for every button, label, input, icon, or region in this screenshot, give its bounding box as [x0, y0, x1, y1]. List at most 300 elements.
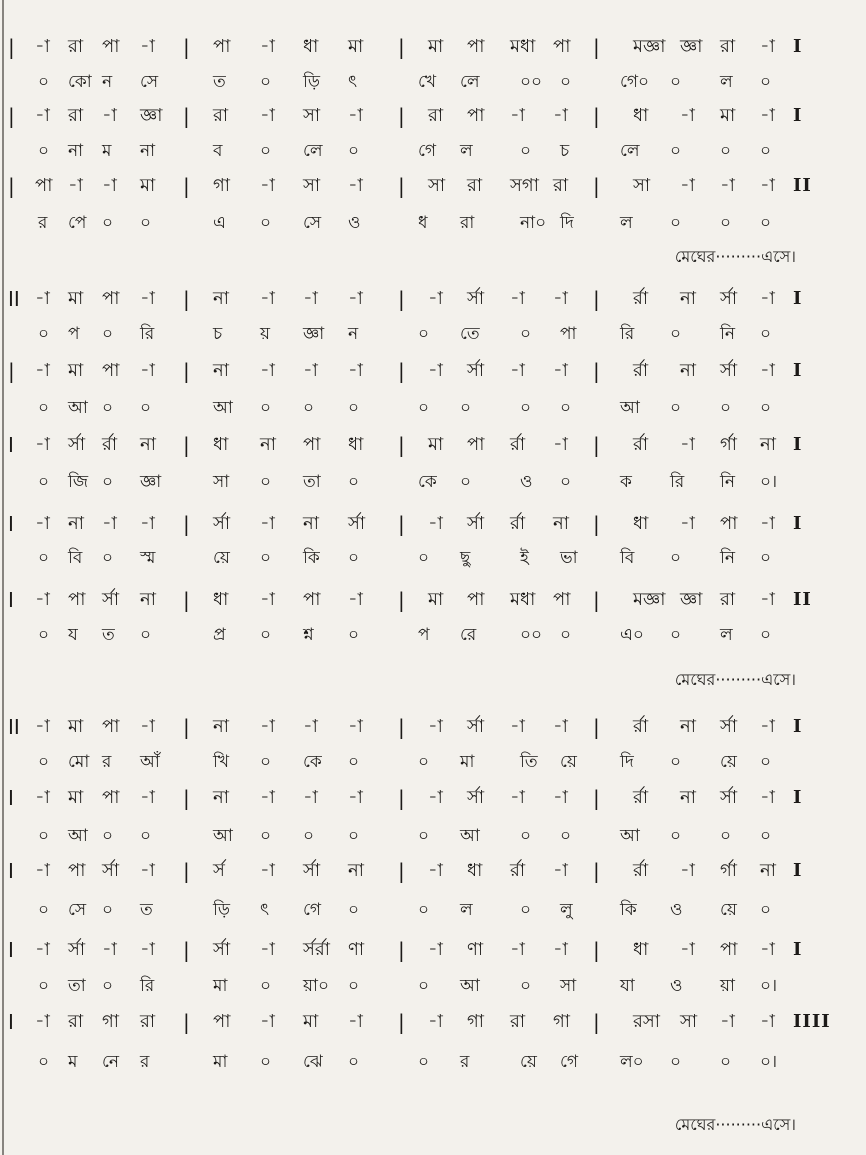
swara-note: ধা	[303, 36, 319, 57]
lyric-syllable: র	[140, 1052, 150, 1072]
swara-note: ধা	[213, 589, 229, 610]
swara-row	[0, 585, 866, 615]
lyric-row	[0, 620, 866, 650]
swara-note: -া	[428, 860, 443, 881]
lyric-syllable: ল	[620, 213, 633, 233]
swara-note: রা	[68, 36, 84, 57]
lyric-syllable: ল০	[620, 1052, 644, 1072]
lyric-row	[0, 208, 866, 238]
lyric-syllable: ০	[760, 398, 772, 418]
swara-note: মধা	[510, 589, 536, 610]
bar-line: II	[8, 287, 20, 311]
lyric-syllable: নি	[720, 324, 736, 344]
swara-note: ধা	[633, 105, 649, 126]
lyric-syllable: ০	[418, 398, 430, 418]
lyric-syllable: গে	[418, 141, 437, 161]
swara-note: -া	[760, 716, 775, 737]
lyric-syllable: দি	[560, 213, 574, 233]
bar-line: I	[793, 360, 803, 381]
swara-note: -া	[35, 939, 50, 960]
swara-note: -া	[140, 360, 155, 381]
swara-note: -া	[348, 716, 363, 737]
swara-note: -া	[760, 939, 775, 960]
swara-note: র্সা	[720, 288, 738, 309]
lyric-syllable: ০	[38, 548, 50, 568]
swara-note: না	[680, 288, 696, 309]
lyric-syllable: রি	[140, 976, 155, 996]
swara-note: রা	[720, 36, 736, 57]
swara-note: -া	[428, 288, 443, 309]
lyric-syllable: ০	[418, 976, 430, 996]
lyric-syllable: ম	[102, 141, 112, 161]
swara-note: পা	[720, 513, 738, 534]
swara-note: পা	[467, 434, 485, 455]
swara-note: -া	[102, 175, 117, 196]
bar-line: |	[398, 512, 405, 536]
swara-note: -া	[428, 716, 443, 737]
swara-note: -া	[348, 175, 363, 196]
swara-note: -া	[720, 1011, 735, 1032]
lyric-syllable: ০	[102, 976, 114, 996]
lyric-syllable: ০	[348, 141, 360, 161]
swara-note: -া	[510, 288, 525, 309]
bar-line: I	[793, 513, 803, 534]
lyric-syllable: ০	[560, 398, 572, 418]
lyric-syllable: আঁ	[140, 752, 160, 772]
swara-note: -া	[760, 105, 775, 126]
swara-note: -া	[553, 939, 568, 960]
lyric-syllable: ও	[520, 472, 533, 492]
bar-line: I	[8, 433, 14, 457]
swara-note: -া	[553, 716, 568, 737]
swara-note: না	[68, 513, 84, 534]
refrain-marker: মেঘের·········এসে।	[674, 1115, 796, 1134]
swara-note: -া	[260, 787, 275, 808]
bar-line: |	[183, 588, 190, 612]
lyric-syllable: ০	[760, 324, 772, 344]
bar-line: |	[593, 35, 600, 59]
swara-note: -া	[260, 860, 275, 881]
lyric-syllable: বি	[620, 548, 635, 568]
lyric-syllable: রি	[670, 472, 685, 492]
swara-row	[0, 935, 866, 965]
swara-note: না	[680, 360, 696, 381]
swara-note: ধা	[633, 939, 649, 960]
lyric-syllable: ০	[418, 1052, 430, 1072]
lyric-syllable: ০	[38, 141, 50, 161]
lyric-syllable: ০	[670, 398, 682, 418]
bar-line: I	[8, 786, 14, 810]
swara-note: মধা	[510, 36, 536, 57]
lyric-syllable: তা	[68, 976, 86, 996]
swara-note: -া	[680, 939, 695, 960]
lyric-syllable: ০	[348, 548, 360, 568]
bar-line: I	[793, 787, 803, 808]
swara-note: র্সা	[467, 360, 485, 381]
lyric-syllable: ০।	[760, 1052, 778, 1072]
lyric-syllable: ০	[670, 752, 682, 772]
lyric-syllable: এ০	[620, 625, 644, 645]
swara-note: -া	[260, 1011, 275, 1032]
swara-note: ধা	[633, 513, 649, 534]
lyric-syllable: ০	[38, 625, 50, 645]
swara-note: র্সা	[303, 860, 321, 881]
lyric-syllable: সা	[213, 472, 230, 492]
bar-line: |	[398, 104, 405, 128]
swara-note: র্রা	[633, 288, 649, 309]
lyric-syllable: ০	[38, 752, 50, 772]
swara-note: ধা	[467, 860, 483, 881]
swara-note: -া	[760, 36, 775, 57]
lyric-syllable: ০	[520, 324, 532, 344]
lyric-syllable: ০	[348, 1052, 360, 1072]
swara-note: -া	[553, 787, 568, 808]
lyric-syllable: ল	[720, 72, 733, 92]
lyric-syllable: লে	[460, 72, 480, 92]
lyric-syllable: এ	[213, 213, 226, 233]
lyric-syllable: ০	[38, 324, 50, 344]
swara-note: -া	[680, 434, 695, 455]
lyric-syllable: দি	[620, 752, 634, 772]
lyric-syllable: য়ে	[720, 752, 737, 772]
bar-line: I	[8, 512, 14, 536]
swara-note: -া	[760, 360, 775, 381]
lyric-syllable: ০	[760, 900, 772, 920]
swara-note: পা	[213, 36, 231, 57]
lyric-syllable: য়	[260, 324, 271, 344]
lyric-syllable: র	[102, 752, 112, 772]
swara-note: রা	[428, 105, 444, 126]
lyric-syllable: যা	[620, 976, 635, 996]
bar-line: |	[183, 359, 190, 383]
swara-note: -া	[348, 288, 363, 309]
lyric-syllable: ত	[140, 900, 153, 920]
swara-note: -া	[303, 787, 318, 808]
lyric-row	[0, 319, 866, 349]
bar-line: |	[183, 786, 190, 810]
bar-line: |	[183, 859, 190, 883]
bar-line: |	[398, 359, 405, 383]
swara-note: র্সা	[213, 939, 231, 960]
swara-note: রা	[553, 175, 569, 196]
lyric-syllable: ০	[102, 472, 114, 492]
lyric-syllable: ল	[720, 625, 733, 645]
lyric-syllable: ০	[140, 398, 152, 418]
lyric-syllable: রে	[460, 625, 477, 645]
swara-note: -া	[760, 787, 775, 808]
lyric-syllable: ক	[620, 472, 632, 492]
lyric-syllable: ই	[520, 548, 529, 568]
swara-note: মা	[428, 434, 444, 455]
bar-line: I	[793, 939, 803, 960]
lyric-syllable: ০	[418, 324, 430, 344]
lyric-syllable: নি	[720, 472, 736, 492]
bar-line: |	[398, 786, 405, 810]
lyric-syllable: ০	[260, 141, 272, 161]
swara-note: জ্ঞা	[680, 36, 703, 57]
bar-line: |	[183, 938, 190, 962]
swara-row	[0, 284, 866, 314]
swara-note: র্সা	[102, 860, 120, 881]
swara-note: র্সর্রা	[303, 939, 331, 960]
lyric-syllable: য়ে	[520, 1052, 537, 1072]
bar-line: |	[593, 1010, 600, 1034]
swara-note: মা	[68, 360, 84, 381]
bar-line: |	[593, 938, 600, 962]
lyric-syllable: ০	[520, 826, 532, 846]
lyric-row	[0, 971, 866, 1001]
lyric-syllable: র	[460, 1052, 470, 1072]
bar-line: |	[593, 174, 600, 198]
swara-note: -া	[35, 860, 50, 881]
swara-note: -া	[348, 589, 363, 610]
swara-note: -া	[428, 513, 443, 534]
lyric-syllable: ড়ি	[213, 900, 231, 920]
swara-note: না	[680, 787, 696, 808]
bar-line: I	[8, 938, 14, 962]
lyric-syllable: ০	[760, 752, 772, 772]
bar-line: |	[8, 359, 15, 383]
lyric-syllable: আ	[68, 398, 88, 418]
lyric-syllable: ০	[418, 752, 430, 772]
lyric-syllable: ০	[102, 324, 114, 344]
swara-note: -া	[428, 939, 443, 960]
swara-note: -া	[510, 360, 525, 381]
swara-note: -া	[428, 787, 443, 808]
bar-line: |	[183, 715, 190, 739]
swara-row	[0, 712, 866, 742]
swara-note: না	[303, 513, 319, 534]
lyric-syllable: আ	[213, 826, 233, 846]
swara-note: রসা	[633, 1011, 661, 1032]
swara-note: না	[213, 787, 229, 808]
lyric-syllable: য়ে	[560, 752, 577, 772]
bar-line: |	[183, 287, 190, 311]
bar-line: I	[793, 716, 803, 737]
lyric-syllable: বি	[68, 548, 83, 568]
bar-line: |	[593, 287, 600, 311]
swara-note: র্স	[213, 860, 225, 881]
lyric-syllable: ড়ি	[303, 72, 321, 92]
lyric-syllable: ত	[102, 625, 115, 645]
lyric-syllable: ০	[348, 752, 360, 772]
swara-note: গা	[102, 1011, 120, 1032]
swara-note: -া	[303, 360, 318, 381]
lyric-syllable: জ্ঞা	[140, 472, 162, 492]
swara-note: -া	[553, 105, 568, 126]
bar-line: |	[183, 1010, 190, 1034]
lyric-syllable: ০	[760, 548, 772, 568]
swara-note: পা	[303, 589, 321, 610]
bar-line: I	[793, 105, 803, 126]
swara-note: ধা	[348, 434, 364, 455]
swara-note: -া	[140, 860, 155, 881]
swara-note: সা	[680, 1011, 698, 1032]
lyric-syllable: কে	[303, 752, 322, 772]
swara-note: র্সা	[467, 787, 485, 808]
lyric-syllable: ও	[670, 976, 683, 996]
swara-note: -া	[680, 175, 695, 196]
swara-row	[0, 783, 866, 813]
swara-note: র্সা	[467, 288, 485, 309]
swara-note: -া	[260, 175, 275, 196]
swara-note: -া	[303, 716, 318, 737]
swara-note: -া	[348, 1011, 363, 1032]
swara-note: -া	[260, 513, 275, 534]
lyric-syllable: লু	[560, 900, 573, 920]
swara-note: মা	[428, 589, 444, 610]
lyric-syllable: গে০	[620, 72, 650, 92]
swara-note: পা	[213, 1011, 231, 1032]
swara-note: র্রা	[510, 434, 526, 455]
lyric-syllable: য	[68, 625, 78, 645]
swara-note: র্সা	[467, 513, 485, 534]
lyric-syllable: পে	[68, 213, 87, 233]
refrain-marker: মেঘের·········এসে।	[674, 670, 796, 689]
lyric-syllable: মা	[213, 976, 228, 996]
swara-note: পা	[467, 589, 485, 610]
bar-line: |	[398, 1010, 405, 1034]
lyric-syllable: ০০	[520, 72, 543, 92]
bar-line: |	[398, 938, 405, 962]
bar-line: |	[593, 512, 600, 536]
bar-line: |	[593, 433, 600, 457]
swara-note: -া	[260, 716, 275, 737]
swara-note: -া	[680, 513, 695, 534]
swara-note: -া	[760, 1011, 775, 1032]
swara-note: জ্ঞা	[680, 589, 703, 610]
lyric-syllable: ০	[670, 625, 682, 645]
swara-note: না	[260, 434, 276, 455]
lyric-syllable: তি	[520, 752, 538, 772]
lyric-syllable: ০	[260, 826, 272, 846]
swara-note: সা	[633, 175, 651, 196]
swara-note: রা	[68, 105, 84, 126]
lyric-row	[0, 821, 866, 851]
lyric-row	[0, 895, 866, 925]
lyric-syllable: ০	[260, 72, 272, 92]
swara-note: -া	[102, 105, 117, 126]
swara-note: না	[140, 589, 156, 610]
swara-note: না	[680, 716, 696, 737]
lyric-syllable: ০	[38, 826, 50, 846]
swara-note: -া	[68, 175, 83, 196]
bar-line: |	[593, 715, 600, 739]
lyric-syllable: ০	[670, 324, 682, 344]
lyric-row	[0, 467, 866, 497]
lyric-syllable: র	[38, 213, 48, 233]
lyric-syllable: ০।	[760, 472, 778, 492]
swara-note: র্রা	[510, 860, 526, 881]
lyric-syllable: নে	[102, 1052, 120, 1072]
lyric-syllable: ন	[348, 324, 359, 344]
lyric-syllable: ০	[260, 752, 272, 772]
lyric-syllable: ০	[670, 1052, 682, 1072]
lyric-syllable: ০	[303, 398, 315, 418]
swara-note: মা	[428, 36, 444, 57]
swara-note: -া	[140, 939, 155, 960]
lyric-syllable: ০	[38, 976, 50, 996]
swara-note: র্সা	[213, 513, 231, 534]
swara-note: -া	[260, 288, 275, 309]
swara-note: -া	[720, 175, 735, 196]
lyric-row	[0, 543, 866, 573]
lyric-syllable: না	[140, 141, 156, 161]
swara-note: -া	[553, 860, 568, 881]
swara-note: র্রা	[510, 513, 526, 534]
swara-note: না	[760, 434, 776, 455]
swara-note: -া	[35, 787, 50, 808]
bar-line: I	[793, 288, 803, 309]
lyric-syllable: ০	[38, 472, 50, 492]
lyric-syllable: ও	[348, 213, 361, 233]
lyric-syllable: ০	[140, 213, 152, 233]
lyric-syllable: ০	[520, 141, 532, 161]
swara-note: পা	[553, 36, 571, 57]
lyric-syllable: আ	[213, 398, 233, 418]
lyric-syllable: কে	[418, 472, 437, 492]
swara-note: না	[553, 513, 569, 534]
bar-line: |	[398, 588, 405, 612]
swara-note: রা	[140, 1011, 156, 1032]
lyric-syllable: লে	[620, 141, 640, 161]
bar-line: |	[593, 104, 600, 128]
lyric-syllable: ০	[38, 900, 50, 920]
lyric-syllable: য়ে	[213, 548, 230, 568]
bar-line: |	[183, 35, 190, 59]
lyric-syllable: আ	[620, 398, 640, 418]
swara-note: -া	[348, 360, 363, 381]
swara-note: -া	[35, 1011, 50, 1032]
lyric-row	[0, 136, 866, 166]
lyric-syllable: ০	[348, 625, 360, 645]
lyric-syllable: ০	[560, 625, 572, 645]
lyric-syllable: ০	[720, 141, 732, 161]
lyric-syllable: ভা	[560, 548, 578, 568]
lyric-syllable: য়া০	[303, 976, 329, 996]
lyric-syllable: কি	[303, 548, 320, 568]
swara-note: -া	[35, 716, 50, 737]
swara-note: সা	[428, 175, 446, 196]
bar-line: |	[183, 433, 190, 457]
lyric-syllable: ও	[670, 900, 683, 920]
lyric-syllable: ০	[460, 472, 472, 492]
swara-note: -া	[553, 288, 568, 309]
swara-note: পা	[102, 716, 120, 737]
swara-note: র্সা	[68, 939, 86, 960]
swara-note: না	[213, 360, 229, 381]
bar-line: I	[793, 860, 803, 881]
lyric-syllable: আ	[460, 826, 480, 846]
swara-note: র্রা	[633, 716, 649, 737]
swara-row	[0, 356, 866, 386]
swara-note: না	[760, 860, 776, 881]
lyric-syllable: ০	[520, 976, 532, 996]
lyric-syllable: খে	[418, 72, 437, 92]
swara-note: -া	[140, 513, 155, 534]
lyric-syllable: ০	[520, 398, 532, 418]
swara-note: -া	[510, 787, 525, 808]
lyric-syllable: আ	[460, 976, 480, 996]
lyric-syllable: ০	[720, 826, 732, 846]
lyric-syllable: ধ	[418, 213, 428, 233]
swara-row	[0, 509, 866, 539]
swara-note: জ্ঞা	[140, 105, 163, 126]
swara-note: পা	[467, 36, 485, 57]
lyric-syllable: না০	[520, 213, 547, 233]
lyric-syllable: ০	[260, 398, 272, 418]
lyric-syllable: জ্ঞা	[303, 324, 325, 344]
